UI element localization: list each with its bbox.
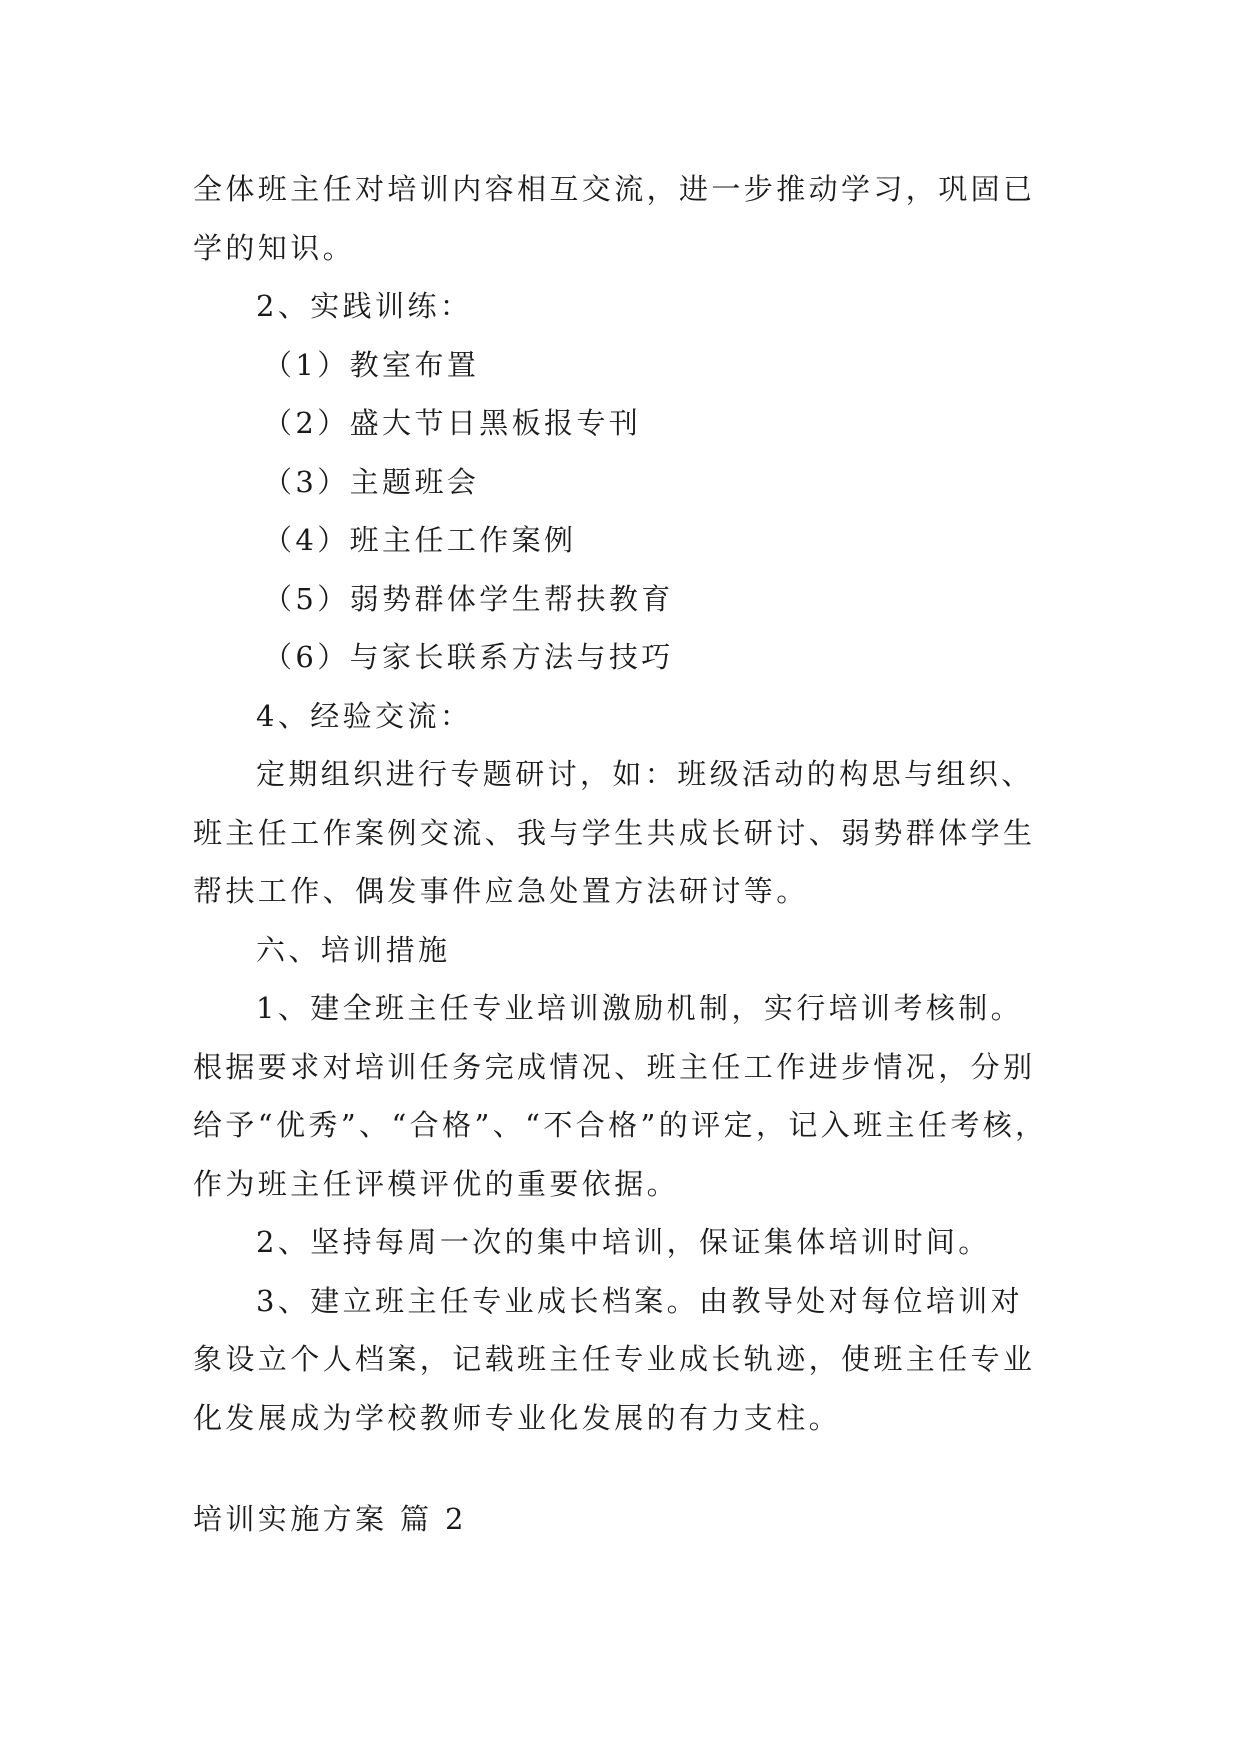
paragraph: 3、建立班主任专业成长档案。由教导处对每位培训对象设立个人档案，记载班主任专业成长轨迹，使班主任专业化发展成为学校教师专业化发展的有力支柱。	[193, 1283, 1036, 1435]
paragraph: 1、建全班主任专业培训激励机制，实行培训考核制。根据要求对培训任务完成情况、班主任工作进步情况，分别给予“优秀”、“合格”、“不合格”的评定，记入班主任考核，作为班主任评模评优的重要依据。	[193, 991, 1048, 1201]
body-text	[193, 160, 1053, 1447]
list-item: （2）盛大节日黑板报专刊	[263, 406, 642, 440]
paragraph: 2、坚持每周一次的集中培训，保证集体培训时间。	[256, 1225, 991, 1259]
paragraph: 定期组织进行专题研讨，如：班级活动的构思与组织、班主任工作案例交流、我与学生共成长研讨、弱势群体学生帮扶工作、偶发事件应急处置方法研讨等。	[193, 757, 1036, 908]
paragraph: 全体班主任对培训内容相互交流，进一步推动学习，巩固已学的知识。	[193, 172, 1036, 265]
list-item: （4）班主任工作案例	[263, 523, 577, 557]
paragraph: 4、经验交流：	[256, 698, 473, 733]
section-title: 培训实施方案 篇 2	[193, 1502, 467, 1536]
paragraph: 2、实践训练：	[256, 289, 473, 323]
list-item: （6）与家长联系方法与技巧	[263, 640, 674, 674]
section-heading: 六、培训措施	[256, 932, 451, 967]
list-item: （5）弱势群体学生帮扶教育	[263, 581, 674, 616]
list-item: （3）主题班会	[263, 464, 480, 499]
list-item: （1）教室布置	[263, 347, 480, 382]
